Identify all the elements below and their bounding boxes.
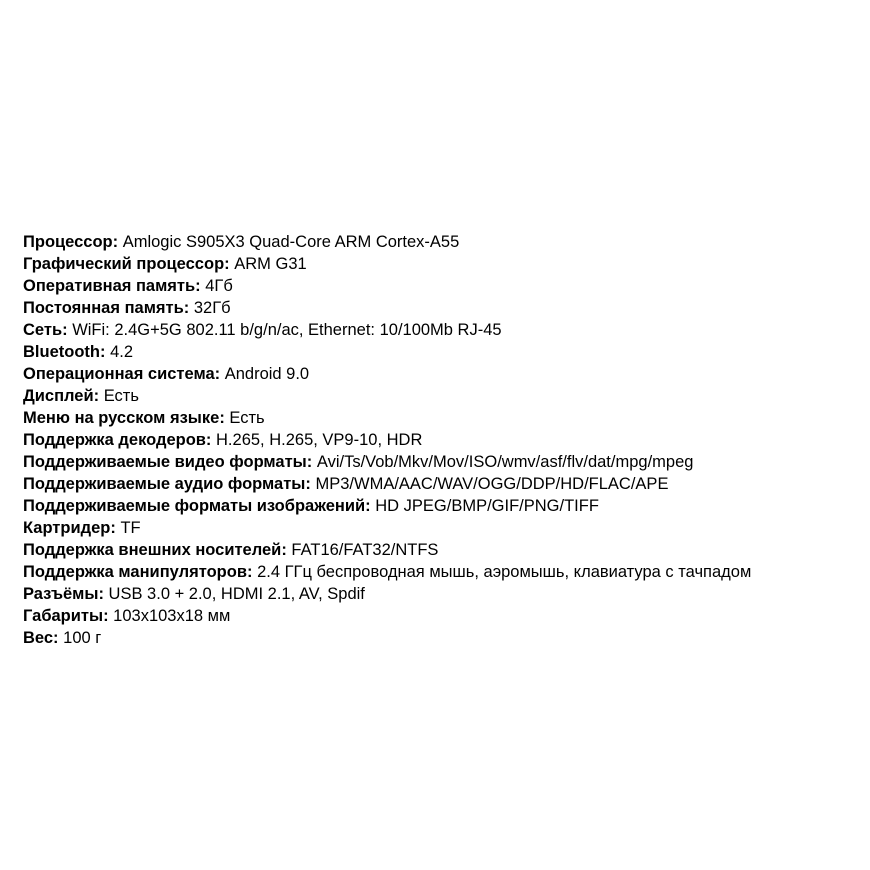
spec-row-network	[23, 319, 863, 341]
spec-value: HD JPEG/BMP/GIF/PNG/TIFF	[375, 497, 599, 515]
spec-row-connectors	[23, 583, 863, 605]
spec-label: Оперативная память:	[23, 277, 201, 295]
spec-row-input-devices	[23, 561, 863, 583]
spec-value: Amlogic S905X3 Quad-Core ARM Cortex-A55	[122, 233, 460, 251]
spec-row-os	[23, 363, 863, 385]
spec-label: Габариты:	[23, 607, 109, 625]
spec-value: 2.4 ГГц беспроводная мышь, аэромышь, клавиатура с тачпадом	[257, 563, 752, 581]
spec-label: Графический процессор:	[23, 255, 230, 273]
spec-value: 4Гб	[205, 277, 233, 295]
spec-value: WiFi: 2.4G+5G 802.11 b/g/n/ac, Ethernet: 10/100Mb RJ-45	[72, 321, 502, 339]
spec-row-card-reader	[23, 517, 863, 539]
spec-value: Есть	[103, 387, 139, 405]
spec-label: Меню на русском языке:	[23, 409, 225, 427]
spec-row-video-formats	[23, 451, 863, 473]
spec-value: MP3/WMA/AAC/WAV/OGG/DDP/HD/FLAC/APE	[315, 475, 669, 493]
spec-value: 100 г	[63, 629, 102, 647]
spec-label: Постоянная память:	[23, 299, 190, 317]
spec-label: Поддерживаемые аудио форматы:	[23, 475, 311, 493]
spec-row-bluetooth	[23, 341, 863, 363]
spec-row-processor	[23, 231, 863, 253]
spec-value: Android 9.0	[224, 365, 310, 383]
spec-label: Сеть:	[23, 321, 68, 339]
spec-label: Разъёмы:	[23, 585, 104, 603]
spec-row-gpu	[23, 253, 863, 275]
spec-value: Есть	[229, 409, 265, 427]
spec-row-decoders	[23, 429, 863, 451]
spec-row-ram	[23, 275, 863, 297]
spec-row-image-formats	[23, 495, 863, 517]
spec-value: ARM G31	[234, 255, 307, 273]
spec-label: Поддерживаемые форматы изображений:	[23, 497, 371, 515]
spec-label: Поддержка декодеров:	[23, 431, 212, 449]
spec-row-external-media	[23, 539, 863, 561]
spec-value: 4.2	[110, 343, 134, 361]
spec-label: Bluetooth:	[23, 343, 106, 361]
spec-label: Вес:	[23, 629, 59, 647]
spec-row-weight	[23, 627, 863, 649]
spec-row-dimensions	[23, 605, 863, 627]
spec-row-russian-menu	[23, 407, 863, 429]
spec-value: USB 3.0 + 2.0, HDMI 2.1, AV, Spdif	[108, 585, 365, 603]
spec-value: FAT16/FAT32/NTFS	[291, 541, 439, 559]
spec-value: Avi/Ts/Vob/Mkv/Mov/ISO/wmv/asf/flv/dat/mpg/mpeg	[316, 453, 694, 471]
spec-label: Дисплей:	[23, 387, 100, 405]
spec-label: Операционная система:	[23, 365, 221, 383]
spec-label: Процессор:	[23, 233, 119, 251]
spec-value: 103x103x18 мм	[113, 607, 231, 625]
spec-row-audio-formats	[23, 473, 863, 495]
spec-label: Картридер:	[23, 519, 116, 537]
spec-value: H.265, H.265, VP9-10, HDR	[216, 431, 423, 449]
spec-label: Поддержка манипуляторов:	[23, 563, 253, 581]
spec-row-storage	[23, 297, 863, 319]
spec-label: Поддерживаемые видео форматы:	[23, 453, 313, 471]
spec-value: TF	[120, 519, 141, 537]
spec-row-display	[23, 385, 863, 407]
spec-value: 32Гб	[193, 299, 231, 317]
spec-label: Поддержка внешних носителей:	[23, 541, 287, 559]
spec-list	[23, 231, 863, 649]
